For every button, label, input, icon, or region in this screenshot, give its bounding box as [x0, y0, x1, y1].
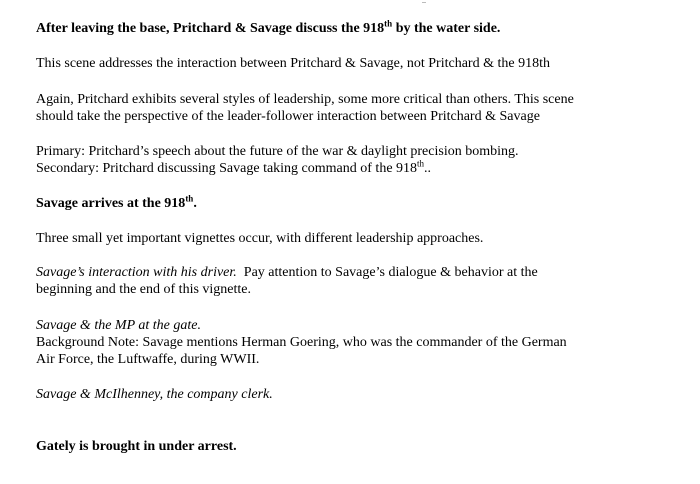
heading-savage-arrives: [36, 195, 197, 212]
paragraph-styles-line2: should take the perspective of the leader-follower interaction between Pritchard & Savage: [36, 109, 540, 124]
vignette-mp-title: Savage & the MP at the gate.: [36, 318, 201, 333]
heading-text: After leaving the base, Pritchard & Savage discuss the 918: [36, 21, 385, 36]
primary-line: Primary: Pritchard’s speech about the future of the war & daylight precision bombing.: [36, 144, 519, 159]
superscript: th: [384, 18, 393, 29]
heading-water-side: [36, 20, 500, 37]
vignette-text: Pay attention to Savage’s dialogue & behavior at the: [236, 265, 538, 280]
vignette-driver-line2: beginning and the end of this vignette.: [36, 282, 252, 297]
heading-gately: Gately is brought in under arrest.: [36, 439, 237, 454]
heading-text-end: by the water side.: [392, 21, 501, 36]
vignette-clerk-title: Savage & McIlhenney, the company clerk.: [36, 387, 273, 402]
paragraph-styles-line1: Again, Pritchard exhibits several styles of leadership, some more critical than others. This scene: [36, 92, 574, 107]
vignette-title: Savage’s interaction with his driver.: [36, 265, 237, 280]
background-note-line1: Background Note: Savage mentions Herman Goering, who was the commander of the German: [36, 335, 567, 350]
background-note-line2: Air Force, the Luftwaffe, during WWII.: [36, 352, 260, 367]
scroll-artifact: [422, 2, 426, 3]
secondary-line: [36, 160, 431, 177]
secondary-text-end: ..: [424, 161, 432, 176]
secondary-text: Secondary: Pritchard discussing Savage taking command of the 918: [36, 161, 418, 176]
heading-text-end: .: [193, 196, 197, 211]
paragraph-interaction: This scene addresses the interaction between Pritchard & Savage, not Pritchard & the 918th: [36, 56, 550, 71]
vignette-driver-line1: [36, 264, 538, 281]
paragraph-vignettes: Three small yet important vignettes occur, with different leadership approaches.: [36, 231, 484, 246]
superscript: th: [417, 158, 425, 169]
heading-text: Savage arrives at the 918: [36, 196, 186, 211]
superscript: th: [185, 193, 194, 204]
